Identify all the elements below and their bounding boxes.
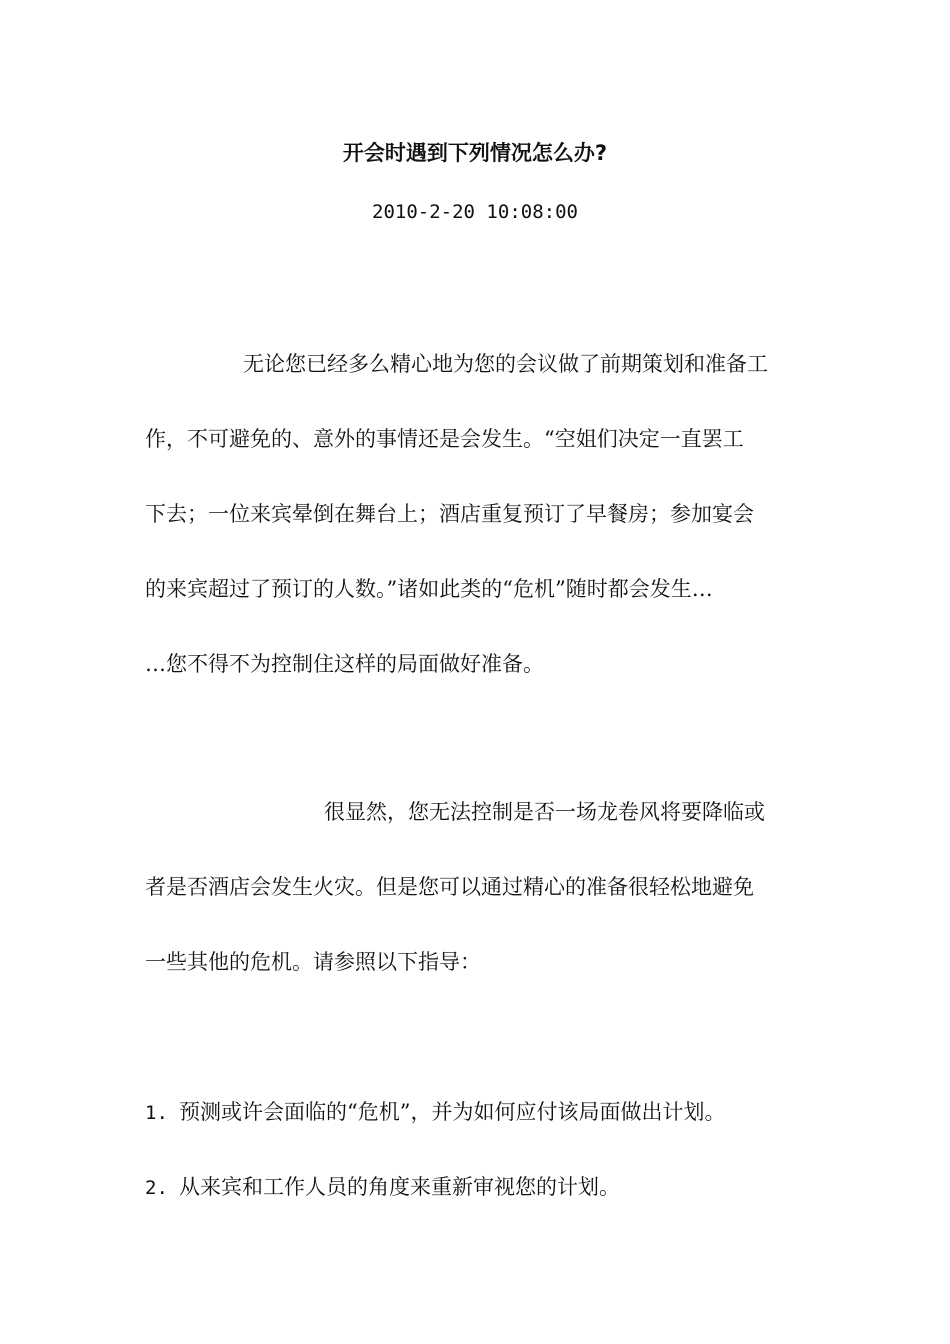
document-title: 开会时遇到下列情况怎么办?: [342, 141, 608, 165]
list-item-number: 1.: [145, 1102, 168, 1124]
paragraph-2-line-3: 一些其他的危机。请参照以下指导：: [145, 950, 481, 974]
paragraph-1-line-5: …您不得不为控制住这样的局面做好准备。: [145, 652, 544, 676]
list-item-text: 预测或许会面临的“危机”，并为如何应付该局面做出计划。: [179, 1100, 726, 1124]
document-date: 2010-2-20 10:08:00: [372, 201, 578, 223]
paragraph-1-line-4: 的来宾超过了预订的人数。”诸如此类的“危机”随时都会发生…: [145, 577, 713, 601]
paragraph-1-line-3: 下去；一位来宾晕倒在舞台上；酒店重复预订了早餐房；参加宴会: [145, 502, 754, 526]
list-item-number: 2.: [145, 1177, 168, 1199]
list-item: [145, 1097, 725, 1128]
list-item: [145, 1172, 620, 1203]
paragraph-2-line-2: 者是否酒店会发生火灾。但是您可以通过精心的准备很轻松地避免: [145, 875, 754, 899]
paragraph-1-line-2: 作，不可避免的、意外的事情还是会发生。“空姐们决定一直罢工: [145, 427, 744, 451]
paragraph-1-line-1: 无论您已经多么精心地为您的会议做了前期策划和准备工: [243, 352, 768, 376]
paragraph-2-line-1: 很显然，您无法控制是否一场龙卷风将要降临或: [324, 800, 765, 824]
list-item-text: 从来宾和工作人员的角度来重新审视您的计划。: [179, 1175, 620, 1199]
